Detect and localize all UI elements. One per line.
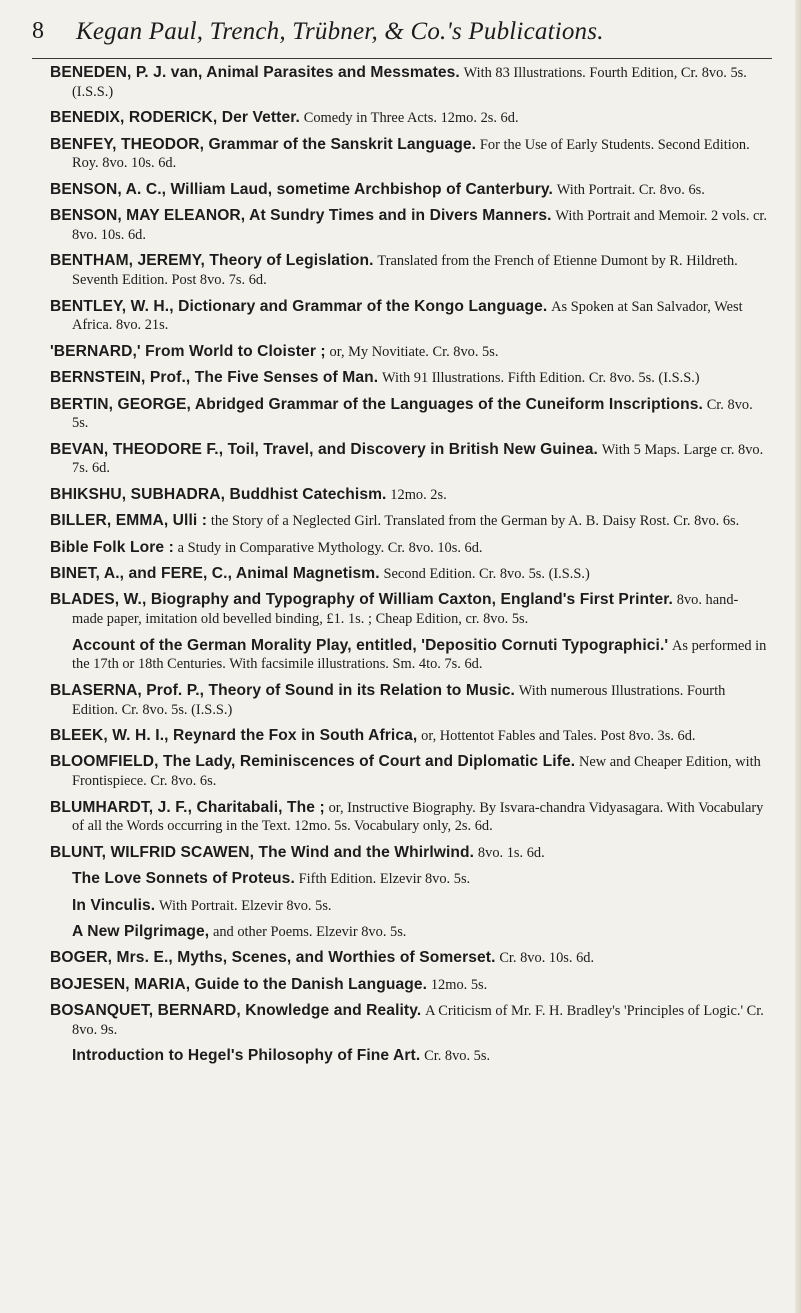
entry-detail: and other Poems. Elzevir 8vo. 5s. [212,923,407,940]
entry-detail: a Study in Comparative Mythology. Cr. 8vo. 10s. 6d. [177,539,483,556]
entry [50,298,768,336]
entry [50,1002,768,1040]
entry-detail: With numerous Illustrations. Fourth Edition. Cr. 8vo. 5s. (I.S.S.) [72,682,726,718]
page-header [32,18,772,62]
entry-detail: 8vo. hand-made paper, imitation old bevelled binding, £1. 1s. ; Cheap Edition, cr. 8vo. 5s. [72,592,739,628]
entry [50,682,768,720]
entry [50,252,768,290]
entry [50,136,768,174]
entry-detail: With Portrait. Elzevir 8vo. 5s. [159,897,332,914]
entry [50,369,768,388]
entry-detail: or, My Novitiate. Cr. 8vo. 5s. [329,343,499,360]
entry-detail: A Criticism of Mr. F. H. Bradley's 'Principles of Logic.' Cr. 8vo. 9s. [72,1003,764,1038]
entry-heading: BEVAN, THEODORE F., Toil, Travel, and Discovery in British New Guinea. [50,440,598,458]
entry-heading: BLUNT, WILFRID SCAWEN, The Wind and the Whirlwind. [50,843,475,861]
entry-detail: 12mo. 5s. [430,976,488,993]
running-title: Kegan Paul, Trench, Trübner, & Co.'s Publications. [76,18,604,45]
entry [50,64,768,102]
entry-heading: BINET, A., and FERE, C., Animal Magnetism. [50,565,380,583]
entry-detail: New and Cheaper Edition, with Frontispiece. Cr. 8vo. 6s. [72,754,761,790]
entry-heading: In Vinculis. [72,896,156,914]
entry-detail: or, Hottentot Fables and Tales. Post 8vo. 3s. 6d. [421,728,696,744]
entry-heading: The Love Sonnets of Proteus. [72,870,295,888]
entry-heading: BLOOMFIELD, The Lady, Reminiscences of Court and Diplomatic Life. [50,753,576,771]
entry-detail: 12mo. 2s. [390,486,447,503]
entry-detail: Cr. 8vo. 5s. [424,1048,491,1065]
entry-detail: 8vo. 1s. 6d. [477,844,545,861]
entry [50,897,768,916]
entry-heading: BOSANQUET, BERNARD, Knowledge and Reality. [50,1002,422,1020]
entry [50,923,768,942]
entry [50,949,768,968]
entry [50,870,768,889]
entry-detail: the Story of a Neglected Girl. Translated from the German by A. B. Daisy Rost. Cr. 8vo. 6s. [210,513,740,530]
entry [50,591,768,629]
entry-detail: As performed in the 17th or 18th Centuries. With facsimile illustrations. Sm. 4to. 7s. 6d. [72,637,767,673]
entry-detail: Cr. 8vo. 5s. [72,396,753,432]
entry-detail: Fifth Edition. Elzevir 8vo. 5s. [298,871,471,888]
page-number: 8 [32,18,44,44]
entry [50,441,768,479]
entry [50,207,768,245]
entry [50,512,768,531]
entry-detail: Comedy in Three Acts. 12mo. 2s. 6d. [303,110,519,127]
entry-heading: BERNSTEIN, Prof., The Five Senses of Man. [50,369,379,387]
entry-detail: With 91 Illustrations. Fifth Edition. Cr. 8vo. 5s. (I.S.S.) [381,370,700,387]
entry-detail: Second Edition. Cr. 8vo. 5s. (I.S.S.) [383,566,590,583]
entry [50,343,768,362]
entry [50,396,768,434]
entry [50,976,768,995]
entry-heading: BENEDEN, P. J. van, Animal Parasites and Messmates. [50,64,460,81]
entry-heading: A New Pilgrimage, [72,922,210,940]
entry-detail: With 5 Maps. Large cr. 8vo. 7s. 6d. [72,441,764,477]
entry-detail: With Portrait. Cr. 8vo. 6s. [556,181,705,198]
entry-heading: Bible Folk Lore : [50,538,174,556]
entry [50,109,768,128]
entry-heading: BLADES, W., Biography and Typography of William Caxton, England's First Printer. [50,591,673,609]
entry-heading: BILLER, EMMA, Ulli : [50,512,208,530]
entry-heading: BENSON, MAY ELEANOR, At Sundry Times and in Divers Manners. [50,207,552,225]
entry-list [50,64,768,1074]
entry-heading: 'BERNARD,' From World to Cloister ; [50,342,326,360]
entry-heading: BENFEY, THEODOR, Grammar of the Sanskrit Language. [50,135,477,153]
entry-detail: As Spoken at San Salvador, West Africa. 8vo. 21s. [72,298,743,334]
entry [50,799,768,837]
entry-detail: Translated from the French of Etienne Dumont by R. Hildreth. Seventh Edition. Post 8vo. 7s. 6d. [72,253,738,289]
entry [50,1047,768,1066]
entry-heading: BHIKSHU, SUBHADRA, Buddhist Catechism. [50,485,387,503]
entry [50,565,768,584]
entry [50,539,768,558]
entry-heading: BOGER, Mrs. E., Myths, Scenes, and Worthies of Somerset. [50,949,496,967]
entry-detail: Cr. 8vo. 10s. 6d. [499,950,595,967]
header-rule [32,58,772,59]
entry [50,753,768,791]
entry-heading: BLUMHARDT, J. F., Charitabali, The ; [50,798,325,816]
entry-heading: Account of the German Morality Play, entitled, 'Depositio Cornuti Typographici.' [72,636,669,654]
entry [50,727,768,746]
entry-heading: BOJESEN, MARIA, Guide to the Danish Language. [50,975,428,993]
entry-heading: BLASERNA, Prof. P., Theory of Sound in its Relation to Music. [50,681,515,699]
entry [50,637,768,675]
entry-heading: Introduction to Hegel's Philosophy of Fine Art. [72,1047,421,1065]
page-edge [795,0,801,1313]
entry-heading: BENTLEY, W. H., Dictionary and Grammar of the Kongo Language. [50,297,548,315]
entry-heading: BENSON, A. C., William Laud, sometime Archbishop of Canterbury. [50,180,553,198]
entry [50,181,768,200]
entry [50,486,768,505]
entry-detail: With Portrait and Memoir. 2 vols. cr. 8vo. 10s. 6d. [72,208,768,243]
entry-heading: BENEDIX, RODERICK, Der Vetter. [50,109,300,127]
entry-heading: BENTHAM, JEREMY, Theory of Legislation. [50,252,374,270]
entry-detail: or, Instructive Biography. By Isvara-chandra Vidyasagara. With Vocabulary of all the Words occurring in the Text. 12mo. 5s. Vocabulary only, 2s. 6d. [72,799,764,835]
entry-heading: BERTIN, GEORGE, Abridged Grammar of the Languages of the Cuneiform Inscriptions. [50,395,703,413]
entry [50,844,768,863]
entry-detail: With 83 Illustrations. Fourth Edition, Cr. 8vo. 5s. (I.S.S.) [72,65,747,100]
entry-detail: For the Use of Early Students. Second Edition. Roy. 8vo. 10s. 6d. [72,136,750,172]
entry-heading: BLEEK, W. H. I., Reynard the Fox in South Africa, [50,727,418,744]
